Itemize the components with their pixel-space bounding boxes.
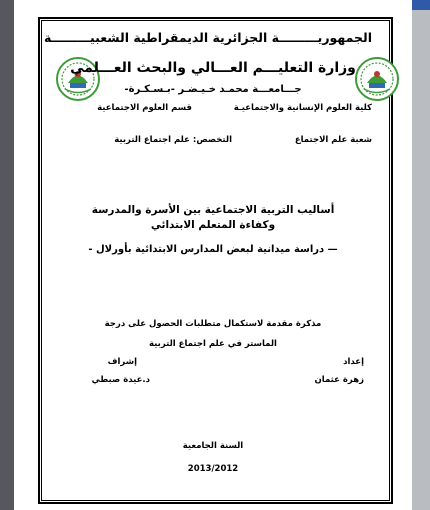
academic-year-label: السنة الجامعية: [182, 441, 244, 451]
faculty-name: كلية العلوم الإنسانية والاجتماعيـة: [233, 103, 372, 113]
thesis-title-line1: أساليب التربية الاجتماعية بين الأسرة والمدرسة: [91, 204, 335, 216]
republic-heading: الجمهوريـــــــــة الجزائرية الديمقراطية الشعبيـــــــــة: [43, 30, 372, 45]
prepared-by-label: إعداد: [343, 357, 364, 367]
thesis-title-line2: وكفاءة المتعلم الابتدائي: [150, 219, 276, 231]
thesis-subtitle: — دراسة ميدانية لبعض المدارس الابتدائية بأورلال -: [88, 244, 338, 255]
thesis-purpose-line2: الماستر في علم اجتماع التربية: [149, 339, 277, 349]
document-page: [14, 0, 412, 510]
specialty-name: التخصص: علم اجتماع التربية: [114, 135, 232, 145]
department-name: قسم العلوم الاجتماعية: [97, 103, 192, 113]
supervisor-name: د.عيدة صبطي: [91, 375, 150, 385]
ministry-heading: وزارة التعليـــم العـــالي والبحث العـــلمي: [70, 60, 356, 76]
scrollbar-thumb[interactable]: [412, 0, 430, 10]
viewer-left-strip: [0, 0, 14, 510]
viewer-scrollbar[interactable]: [412, 0, 430, 510]
supervisor-label: إشراف: [107, 357, 137, 367]
student-name: زهرة عثمان: [314, 375, 364, 385]
university-name: جـــامعـــة محمـد خـيـضـر -بـسـكـرة-: [124, 84, 302, 95]
branch-name: شعبة علم الاجتماع: [294, 135, 372, 145]
academic-year: 2013/2012: [187, 464, 239, 474]
thesis-purpose-line1: مذكرة مقدمة لاستكمال متطلبات الحصول على درجة: [104, 319, 322, 329]
